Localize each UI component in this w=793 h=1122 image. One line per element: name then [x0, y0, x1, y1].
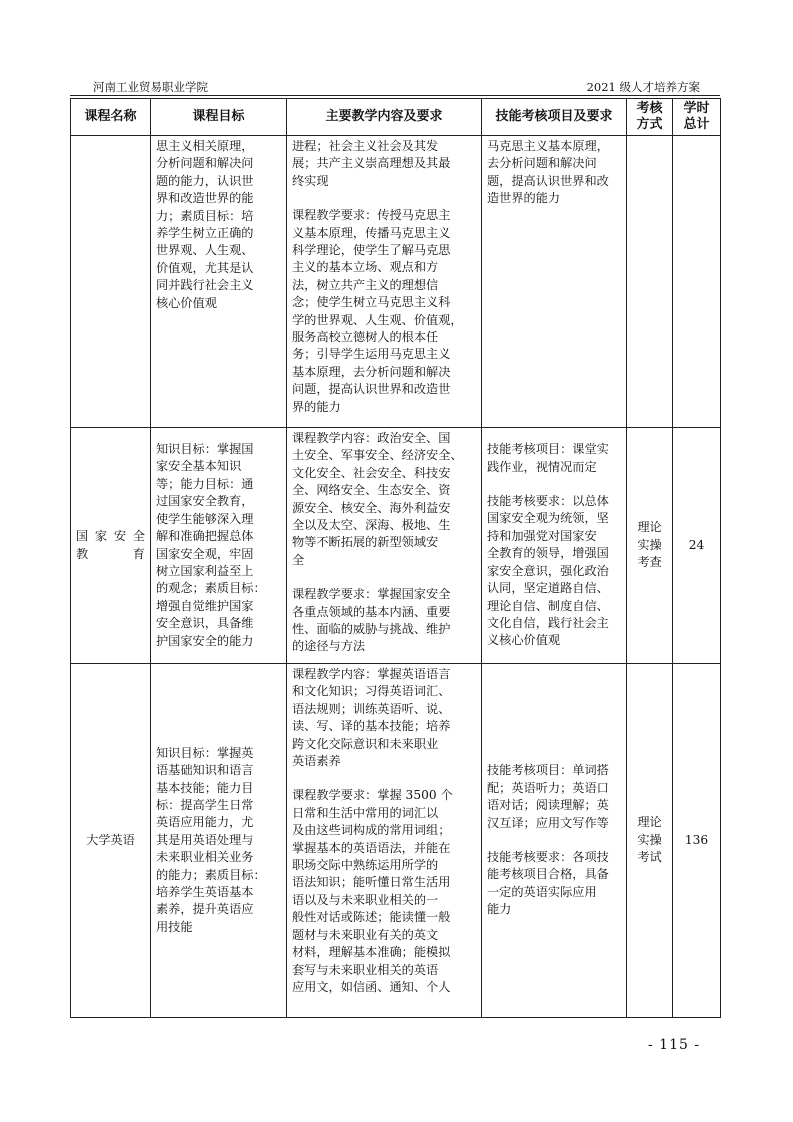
- col-header-exam: 考核 方式: [627, 99, 673, 136]
- header-doc-title: 2021 级人才培养方案: [586, 80, 700, 94]
- course-table: [70, 98, 721, 1018]
- exam-method: 理论 实操 考查: [627, 428, 673, 664]
- page-number: - 115 -: [648, 1037, 701, 1053]
- col-header-hours: 学时 总计: [673, 99, 721, 136]
- col-header-skill: 技能考核项目及要求: [482, 99, 627, 136]
- course-skill: 技能考核项目：课堂实 践作业，视情况而定 技能考核要求：以总体 国家安全观为统领，坚 持和加强党对国家安 全教育的领导，增强国 家安全意识，强化政治 认同，坚定道路自信、 理论自信、制度自信、 文化自信，践行社会主 义核心价值观: [482, 428, 627, 664]
- exam-method: [627, 136, 673, 428]
- course-name: 国家安全 教育: [71, 428, 151, 664]
- course-name: 大学英语: [71, 664, 151, 1018]
- table-header-row: [71, 99, 721, 136]
- col-header-goal: 课程目标: [151, 99, 287, 136]
- header-school: 河南工业贸易职业学院: [93, 80, 208, 94]
- table-row: [71, 664, 721, 1018]
- course-content: 课程教学内容：掌握英语语言 和文化知识；习得英语词汇、 语法规则；训练英语听、说、 读、写、译的基本技能；培养 跨文化交际意识和未来职业 英语素养 课程教学要求：掌握 3500 个 日常和生活中常用的词汇以 及由这些词构成的常用词组； 掌握基本的英语语法，并能在 职场交际中熟练运用所学的 语法知识；能听懂日常生活用 语以及与未来职业相关的一 般性对话或陈述；能读懂一般 题材与未来职业有关的英文 材料，理解基本准确；能模拟 套写与未来职业相关的英语 应用文，如信函、通知、个人: [287, 664, 482, 1018]
- table-row: [71, 136, 721, 428]
- course-goal: 思主义相关原理， 分析问题和解决问 题的能力，认识世 界和改造世界的能 力；素质目标：培 养学生树立正确的 世界观、人生观、 价值观，尤其是认 同并践行社会主义 核心价值观: [151, 136, 287, 428]
- course-content: 课程教学内容：政治安全、国 土安全、军事安全、经济安全、 文化安全、社会安全、科技安 全、网络安全、生态安全、资 源安全、核安全、海外利益安 全以及太空、深海、极地、生 物等不断拓展的新型领域安 全 课程教学要求：掌握国家安全 各重点领域的基本内涵、重要 性、面临的威胁与挑战、维护 的途径与方法: [287, 428, 482, 664]
- exam-method: 理论 实操 考试: [627, 664, 673, 1018]
- course-skill: 马克思主义基本原理， 去分析问题和解决问 题，提高认识世界和改 造世界的能力: [482, 136, 627, 428]
- course-skill: 技能考核项目：单词搭 配；英语听力；英语口 语对话；阅读理解；英 汉互译；应用文写作等 技能考核要求：各项技 能考核项目合格，具备 一定的英语实际应用 能力: [482, 664, 627, 1018]
- course-content: 进程；社会主义社会及其发 展；共产主义崇高理想及其最 终实现 课程教学要求：传授马克思主 义基本原理，传播马克思主义 科学理论，使学生了解马克思 主义的基本立场、观点和方 法，树立共产主义的理想信 念；使学生树立马克思主义科 学的世界观、人生观、价值观， 服务高校立德树人的根本任 务；引导学生运用马克思主义 基本原理，去分析问题和解决 问题，提高认识世界和改造世 界的能力: [287, 136, 482, 428]
- course-goal: 知识目标：掌握英 语基础知识和语言 基本技能；能力目 标：提高学生日常 英语应用能力，尤 其是用英语处理与 未来职业相关业务 的能力；素质目标： 培养学生英语基本 素养，提升英语应 用技能: [151, 664, 287, 1018]
- total-hours: 24: [673, 428, 721, 664]
- course-goal: 知识目标：掌握国 家安全基本知识 等；能力目标：通 过国家安全教育， 使学生能够深入理 解和准确把握总体 国家安全观，牢固 树立国家利益至上 的观念；素质目标： 增强自觉维护国家 安全意识，具备维 护国家安全的能力: [151, 428, 287, 664]
- course-name: [71, 136, 151, 428]
- total-hours: [673, 136, 721, 428]
- total-hours: 136: [673, 664, 721, 1018]
- table-row: [71, 428, 721, 664]
- header-rule: [70, 95, 720, 96]
- col-header-name: 课程名称: [71, 99, 151, 136]
- col-header-content: 主要教学内容及要求: [287, 99, 482, 136]
